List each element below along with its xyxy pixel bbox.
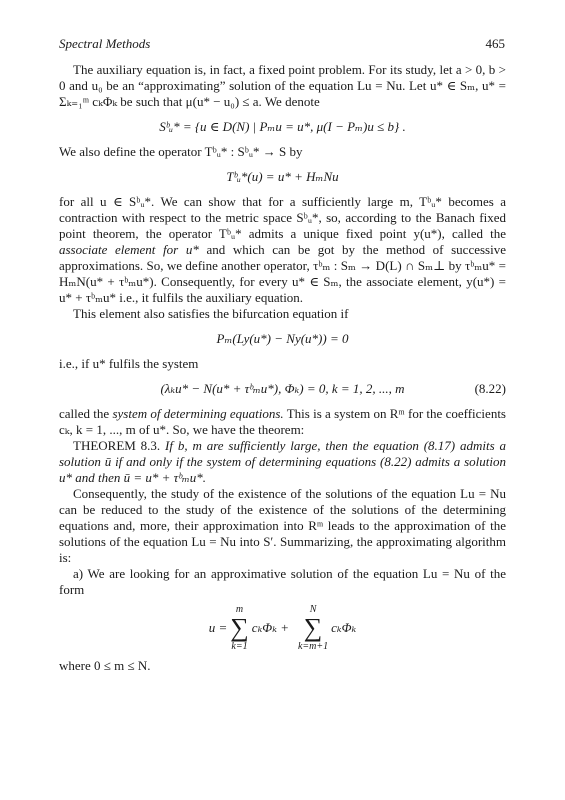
paragraph-operator: We also define the operator Tᵇᵤ* : Sᵇᵤ* → S by: [59, 144, 303, 159]
paragraph-fixed-point: The auxiliary equation is, in fact, a fixed point problem. For its study, let a > 0, b > 0 and u₀ be an “approximating” solution of the equation Lu = Nu. Let u* ∈ Sₘ, u* = Σₖ₌₁ᵐ cₖΦₖ be such that μ(u* − u₀) ≤ a. We denote: [59, 62, 506, 109]
page-number: 465: [485, 36, 505, 51]
equation-number: (8.22): [474, 381, 506, 396]
sigma-symbol: ∑: [303, 613, 323, 642]
text-associate-element: associate element for u*: [59, 242, 199, 257]
paragraph-consequently: Consequently, the study of the existence of the solutions of the equation Lu = Nu can be reduced to the study of the existence of the solutions of the determining equations and, more, their approximation into Rᵐ leads to the approximation of the solutions of the equation Lu = Nu into S′. Summarizing, the approximating algorithm is:: [59, 486, 506, 565]
sum-first-lower: k=1: [231, 641, 248, 652]
paragraph-determining: [59, 406, 506, 438]
body-text: [59, 62, 506, 674]
paragraph-bifurcation: This element also satisfies the bifurcation equation if: [73, 306, 349, 321]
paragraph-where: where 0 ≤ m ≤ N.: [59, 658, 151, 673]
series-term-second: cₖΦₖ: [331, 620, 357, 635]
equation-operator: Tᵇᵤ*(u) = u* + HₘNu: [226, 169, 339, 184]
sum-first-upper: m: [235, 604, 244, 615]
sum-second-upper: N: [309, 604, 317, 615]
paragraph-system-intro: i.e., if u* fulfils the system: [59, 356, 199, 371]
running-header: [59, 36, 505, 54]
equation-set-definition: Sᵇᵤ* = {u ∈ D(N) | Pₘu = u*, μ(I − Pₘ)u ≤ b} .: [159, 119, 406, 134]
text-contraction-a: for all u ∈ Sᵇᵤ*. We can show that for a sufficiently large m, Tᵇᵤ* becomes a contraction with respect to the metric space Sᵇᵤ*, so, according to the Banach fixed point theorem, the operator Tᵇᵤ* admits a unique fixed point y(u*), called the: [59, 194, 506, 241]
equation-determining-system: [59, 381, 506, 397]
text-coefficients: This is a system on Rᵐ for the coefficients cₖ, k = 1, ..., m of u*. So, we have the theorem:: [59, 406, 506, 437]
equation-bifurcation: Pₘ(Ly(u*) − Ny(u*)) = 0: [216, 331, 349, 346]
equation-series-expansion: [59, 598, 506, 658]
series-lhs: u =: [208, 620, 228, 635]
text-contraction-b: and which can be got by the method of successive approximations. So, we define another operator, τᵇₘ : Sₘ → D(L) ∩ Sₘ⊥ by τᵇₘu* = HₘN(u* + τᵇₘu*). Consequently, for every u* ∈ Sₘ, the associate element, y(u*) = u* + τᵇₘu* i.e., it fulfils the auxiliary equation.: [59, 242, 506, 305]
text-system-determining: system of determining equations.: [112, 406, 284, 421]
paragraph-contraction: [59, 194, 506, 306]
sigma-symbol: ∑: [230, 613, 249, 642]
running-title: Spectral Methods: [59, 36, 151, 51]
theorem-label: THEOREM 8.3.: [73, 438, 161, 453]
theorem-8-3: [59, 438, 506, 486]
series-term-first: cₖΦₖ +: [251, 620, 289, 635]
text-called: called the: [59, 406, 113, 421]
equation-determining-body: (λₖu* − N(u* + τᵇₘu*), Φₖ) = 0, k = 1, 2, ..., m: [160, 381, 405, 396]
sum-second-lower: k=m+1: [297, 641, 329, 652]
sum-first: [230, 604, 249, 652]
theorem-statement: If b, m are sufficiently large, then the equation (8.17) admits a solution ū if and only if the system of determining equations (8.22) admits a solution u* and then ū = u* + τᵇₘu*.: [59, 438, 506, 485]
paragraph-algorithm-a: a) We are looking for an approximative solution of the equation Lu = Nu of the form: [59, 566, 506, 597]
sum-second: [298, 604, 328, 652]
